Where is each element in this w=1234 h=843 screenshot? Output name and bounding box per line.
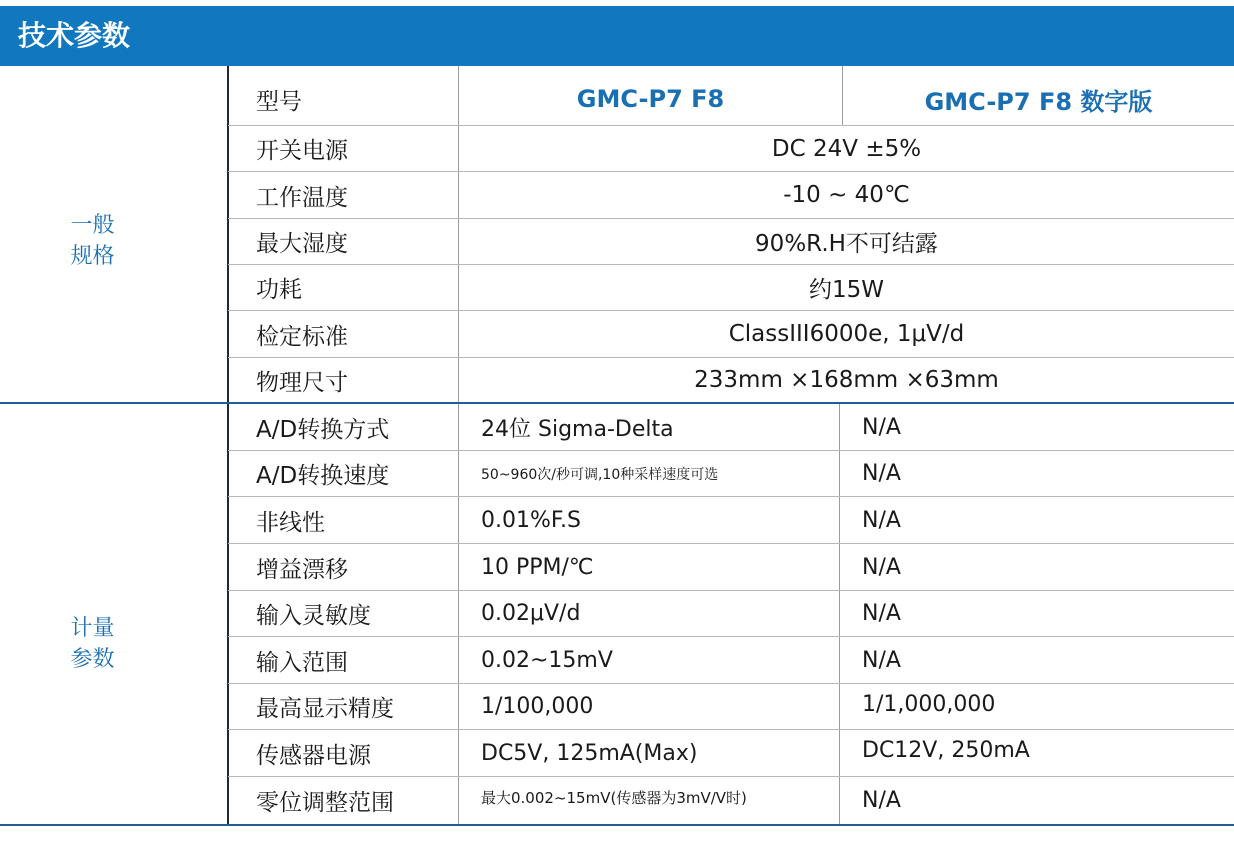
spec-label: 输入范围 [256, 649, 348, 676]
spec-value: 90%R.H不可结露 [755, 231, 938, 257]
spec-value-digital: N/A [862, 647, 901, 673]
spec-label: 非线性 [256, 509, 325, 536]
spec-label: A/D转换方式 [256, 416, 390, 443]
category-general-line2: 规格 [70, 244, 115, 269]
spec-value-digital: N/A [862, 601, 901, 626]
section-header [0, 6, 1234, 66]
section-title: 技术参数 [18, 19, 131, 52]
model-name-standard: GMC-P7 F8 [576, 85, 725, 113]
spec-value-standard: 0.02μV/d [481, 601, 581, 626]
category-general [40, 210, 145, 272]
spec-label: 传感器电源 [256, 742, 371, 769]
spec-value-digital: N/A [862, 788, 901, 813]
spec-label: 输入灵敏度 [256, 603, 371, 629]
spec-label: 检定标准 [256, 323, 348, 350]
category-metering [40, 613, 145, 675]
spec-value-standard: 50~960次/秒可调,10种采样速度可选 [481, 466, 719, 483]
spec-label: 工作温度 [256, 184, 348, 211]
spec-label: 物理尺寸 [256, 369, 348, 396]
spec-value-standard: 0.02~15mV [481, 647, 613, 673]
spec-value: DC 24V ±5% [771, 135, 922, 162]
model-name-digital: GMC-P7 F8 数字版 [924, 87, 1153, 116]
spec-value-standard: 24位 Sigma-Delta [481, 416, 674, 442]
spec-value: -10 ~ 40℃ [783, 182, 910, 208]
spec-value-standard: DC5V, 125mA(Max) [481, 740, 698, 766]
category-metering-line1: 计量 [70, 616, 115, 641]
spec-value-digital: N/A [862, 461, 901, 486]
spec-label: 零位调整范围 [256, 790, 394, 816]
spec-value: 233mm ×168mm ×63mm [694, 367, 999, 393]
category-metering-line2: 参数 [70, 647, 115, 672]
spec-label: 开关电源 [256, 138, 348, 164]
spec-value-standard: 最大0.002~15mV(传感器为3mV/V时) [481, 788, 747, 807]
spec-value-standard: 0.01%F.S [481, 507, 581, 533]
table-bottom-border [0, 824, 1234, 826]
spec-value-digital: N/A [862, 414, 901, 440]
spec-label: A/D转换速度 [256, 463, 390, 489]
spec-label: 增益漂移 [256, 556, 348, 583]
category-general-line1: 一般 [70, 213, 115, 238]
spec-value: ClassIII6000e, 1μV/d [728, 321, 965, 347]
spec-value-digital: N/A [862, 554, 901, 580]
spec-value-digital: N/A [862, 507, 901, 533]
spec-value: 约15W [808, 277, 884, 303]
spec-label: 最高显示精度 [256, 696, 394, 722]
spec-value-digital: 1/1,000,000 [862, 691, 996, 717]
spec-label: 功耗 [256, 277, 302, 303]
spec-label: 最大湿度 [256, 231, 348, 257]
model-label: 型号 [256, 88, 302, 115]
spec-value-standard: 1/100,000 [481, 694, 594, 719]
spec-value-digital: DC12V, 250mA [862, 737, 1030, 763]
spec-value-standard: 10 PPM/℃ [481, 554, 594, 580]
